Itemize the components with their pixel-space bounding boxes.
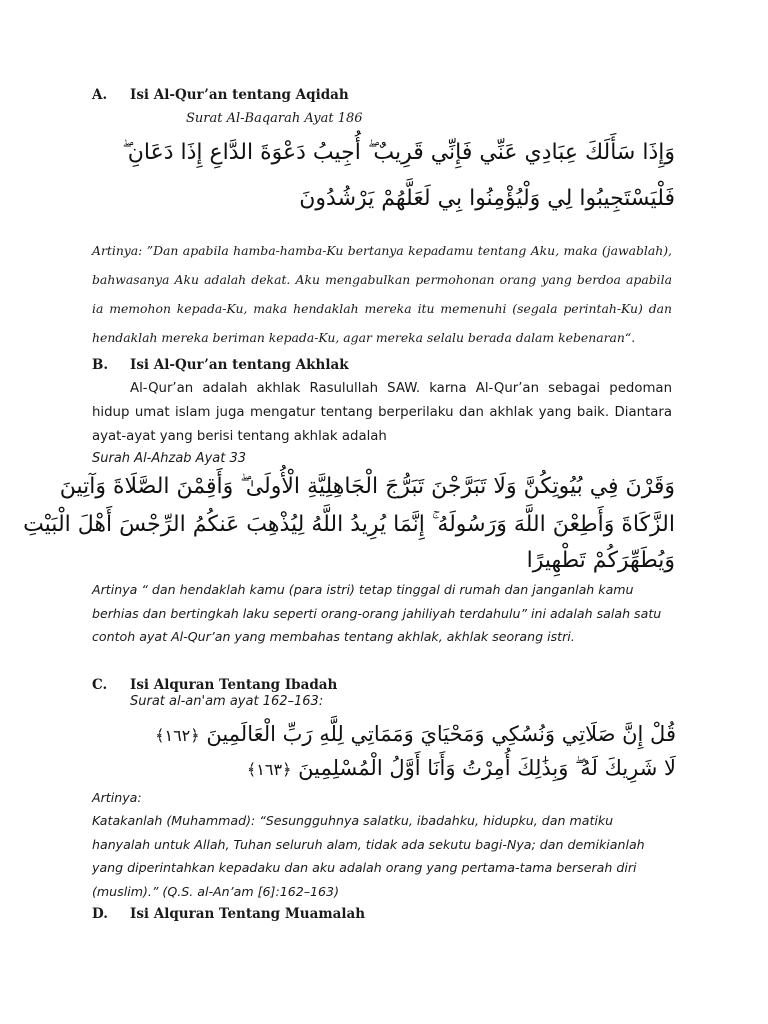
section-c-arabic-text-1: قُلْ إِنَّ صَلَاتِي وَنُسُكِي وَمَحْيَايَ وَمَمَاتِي لِلَّهِ رَبِّ الْعَالَمِينَ — [206, 722, 676, 746]
section-a-heading — [92, 87, 349, 103]
section-a-arabic-line-1: وَإِذَا سَأَلَكَ عِبَادِي عَنِّي فَإِنِّي قَرِيبٌ ۖ أُجِيبُ دَعْوَةَ الدَّاعِ إِذَا دَعَانِ ۖ — [122, 140, 675, 165]
section-b-paragraph-text: Al-Qur’an adalah akhlak Rasulullah SAW. karna Al-Qur’an sebagai pedoman hidup umat islam juga mengatur tentang berperilaku dan akhlak yang baik. Diantara ayat-ayat yang berisi tentang akhlak adalah — [92, 381, 672, 444]
section-c-arabic-line-2 — [156, 756, 676, 781]
section-b-heading — [92, 357, 349, 373]
section-c-translation: Katakanlah (Muhammad): “Sesungguhnya salatku, ibadahku, hidupku, dan matiku hanyalah untuk Allah, Tuhan seluruh alam, tidak ada sekutu bagi-Nya; dan demikianlah yang diperintahkan kepadaku dan aku adalah orang yang pertama-tama berserah diri (muslim).” (Q.S. al-An’am [6]:162–163) — [92, 813, 645, 899]
section-c-arabic-text-2: لَا شَرِيكَ لَهُ ۖ وَبِذَٰلِكَ أُمِرْتُ وَأَنَا أَوَّلُ الْمُسْلِمِينَ — [298, 756, 676, 780]
section-b-translation: Artinya “ dan hendaklah kamu (para istri) tetap tinggal di rumah dan janganlah kamu berhias dan bertingkah laku seperti orang-orang jahiliyah terdahulu” ini adalah salah satu contoh ayat Al-Qur’an yang membahas tentang akhlak, akhlak seorang istri. — [92, 582, 662, 644]
section-a-reference: Surat Al-Baqarah Ayat 186 — [186, 111, 363, 126]
section-c-reference: Surat al-an'am ayat 162–163: — [130, 694, 324, 709]
section-d-letter: D. — [92, 906, 108, 922]
section-c-arabic-line-1 — [156, 722, 676, 746]
verse-number-1: ١٦٢ — [164, 726, 191, 745]
section-a-title: Isi Al-Qur’an tentang Aqidah — [130, 87, 349, 103]
section-c-letter: C. — [92, 677, 108, 693]
section-b-arabic-line-3: وَيُطَهِّرَكُمْ تَطْهِيرًا — [526, 548, 675, 573]
section-c-translation-label: Artinya: — [92, 790, 142, 805]
section-b-arabic-line-1: وَقَرْنَ فِي بُيُوتِكُنَّ وَلَا تَبَرَّجْنَ تَبَرُّجَ الْجَاهِلِيَّةِ الْأُولَىٰ ۖ وَأَقِمْنَ الصَّلَاةَ وَآتِينَ — [59, 474, 675, 499]
section-b-title: Isi Al-Qur’an tentang Akhlak — [130, 357, 349, 373]
section-c-title: Isi Alquran Tentang Ibadah — [130, 677, 338, 693]
section-d-heading — [92, 906, 365, 922]
section-a-arabic-line-2: فَلْيَسْتَجِيبُوا لِي وَلْيُؤْمِنُوا بِي لَعَلَّهُمْ يَرْشُدُونَ — [299, 186, 675, 211]
section-b-letter: B. — [92, 357, 109, 373]
verse-number-badge: ﴿١٦٢﴾ — [155, 726, 200, 745]
section-a-letter: A. — [92, 87, 108, 103]
verse-number-badge: ﴿١٦٣﴾ — [246, 760, 292, 779]
section-d-title: Isi Alquran Tentang Muamalah — [130, 906, 366, 922]
section-b-paragraph — [92, 377, 672, 449]
verse-number-2: ١٦٣ — [256, 760, 283, 779]
section-b-reference: Surah Al-Ahzab Ayat 33 — [92, 451, 247, 466]
section-c-heading — [92, 677, 337, 693]
section-a-translation: Artinya: ”Dan apabila hamba-hamba-Ku bertanya kepadamu tentang Aku, maka (jawablah), bahwasanya Aku adalah dekat. Aku mengabulkan permohonan orang yang berdoa apabila ia memohon kepada-Ku, maka hendaklah mereka itu memenuhi (segala perintah-Ku) dan hendaklah mereka beriman kepada-Ku, agar mereka selalu berada dalam kebenaran“. — [92, 243, 672, 345]
section-b-arabic-line-2: الزَّكَاةَ وَأَطِعْنَ اللَّهَ وَرَسُولَهُ ۚ إِنَّمَا يُرِيدُ اللَّهُ لِيُذْهِبَ عَنكُمُ الرِّجْسَ أَهْلَ الْبَيْتِ — [23, 512, 675, 537]
